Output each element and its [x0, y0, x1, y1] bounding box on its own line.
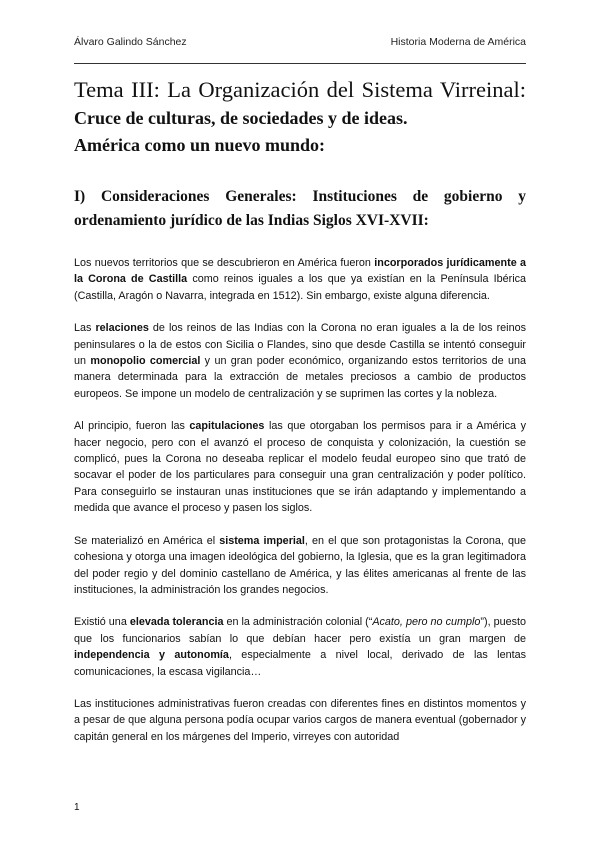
p6-text-1: Las instituciones administrativas fueron creadas con diferentes fines en distintos momentos y a pesar de que alguna persona podía ocupar varios cargos de manera eventual (gobernador y capitán general en los márgenes del Imperio, virreyes con autoridad: [74, 697, 526, 743]
page-number: 1: [74, 802, 80, 813]
p3-text-2: las que otorgaban los permisos para ir a América y hacer negocio, pero con el avanzó el proceso de conquista y colonización, la cuestión se complicó, pues la Corona no deseaba replicar el modelo feudal europeo sino que trató de socavar el poder de los particulares para conseguir una gran centralización y poder político. Para conseguirlo se instauran unas instituciones que se irán adaptando y implementando a medida que avance el proceso y pasen los siglos.: [74, 420, 526, 515]
section-heading: I) Consideraciones Generales: Instituciones de gobierno y ordenamiento jurídico de las Indias Siglos XVI-XVII:: [74, 188, 526, 229]
document-title: [74, 76, 526, 159]
p5-bold-1: elevada tolerancia: [129, 616, 224, 629]
p1-text-1: Los nuevos territorios que se descubrieron en América fueron: [74, 257, 375, 269]
p5-text-3: ”), puesto que los funcionarios sabían lo que debían hacer pero existía un gran margen de: [74, 616, 527, 645]
p1-bold-1: incorporados jurídicamente a la Corona de Castilla: [74, 257, 526, 286]
paragraph-3: [74, 418, 526, 516]
p2-bold-2: monopolio comercial: [90, 355, 201, 368]
header-rule: [74, 63, 526, 64]
paragraph-5: [74, 614, 526, 680]
paragraph-4: [74, 533, 526, 599]
paragraph-1: [74, 255, 526, 304]
p5-italic-1: Acato, pero no cumplo: [372, 616, 481, 629]
p1-text-2: como reinos iguales a los que ya existían en la Península Ibérica (Castilla, Aragón o Navarra, integrada en 1512). Sin embargo, existe alguna diferencia.: [74, 273, 526, 302]
header-author: Álvaro Galindo Sánchez: [74, 36, 187, 48]
header-course: Historia Moderna de América: [390, 36, 526, 48]
p5-bold-2: independencia y autonomía: [74, 649, 229, 662]
p4-text-2: , en el que son protagonistas la Corona, que cohesiona y otorga una imagen ideológica del gobierno, la Iglesia, que es la gran legitimadora del poder regio y del dominio castellano de América, y las élites americanas al frente de las instituciones, la administración los grandes negocios.: [74, 534, 526, 596]
p5-text-4: , especialmente a nivel local, derivado de las lentas comunicaciones, la escasa vigilancia…: [74, 649, 526, 678]
p4-bold-1: sistema imperial: [219, 534, 305, 547]
paragraph-2: [74, 320, 526, 402]
p2-text-2: de los reinos de las Indias con la Corona no eran iguales a la de los reinos peninsulares o la de estos con Sicilia o Flandes, sino que desde Castilla se intentó conseguir un: [74, 322, 526, 368]
p3-text-1: Al principio, fueron las: [74, 420, 190, 433]
p2-text-1: Las: [74, 322, 96, 335]
p5-text-1: Existió una: [74, 616, 130, 629]
title-main: Tema III: La Organización del Sistema Virreinal:: [74, 77, 526, 102]
p4-text-1: Se materializó en América el: [74, 534, 220, 547]
title-sub: Cruce de culturas, de sociedades y de ideas.: [74, 108, 408, 128]
p5-text-2: en la administración colonial (“: [223, 616, 373, 629]
paragraph-6: [74, 696, 526, 745]
document-body: [74, 76, 526, 745]
p2-text-3: y un gran poder económico, organizando estos territorios de una manera determinada para la extracción de metales preciosos a cambio de productos europeos. Se impone un modelo de centralización y se suprimen las cortes y la nobleza.: [74, 355, 526, 400]
title-line3: América como un nuevo mundo:: [74, 135, 325, 155]
p2-bold-1: relaciones: [95, 322, 149, 335]
p3-bold-1: capitulaciones: [189, 420, 265, 433]
